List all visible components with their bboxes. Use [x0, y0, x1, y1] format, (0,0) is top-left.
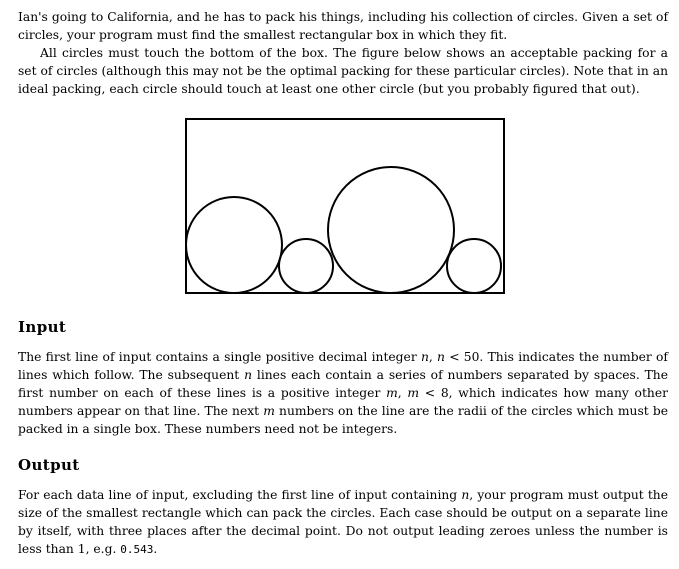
circle-packing-figure [185, 118, 507, 296]
circle-1 [186, 197, 282, 293]
intro-section [18, 8, 668, 98]
circle-4 [447, 239, 501, 293]
output-section [18, 486, 668, 559]
output-heading: Output [18, 456, 80, 474]
input-paragraph: The first line of input contains a single positive decimal integer n, n < 50. This indicates the number of lines which follow. The subsequent n lines each contain a series of numbers separated by spaces. The first number on each of these lines is a positive integer m, m < 8, which indicates how many other numbers appear on that line. The next m numbers on the line are the radii of the circles which must be packed in a single box. These numbers need not be integers. [18, 350, 668, 436]
input-heading: Input [18, 318, 67, 336]
intro-paragraph-2: All circles must touch the bottom of the box. The figure below shows an acceptable packing for a set of circles (although this may not be the optimal packing for these particular circles). Note that in an ideal packing, each circle should touch at least one other circle (but you probably figured that out). [18, 46, 668, 96]
output-paragraph: For each data line of input, excluding the first line of input containing n, your program must output the size of the smallest rectangle which can pack the circles. Each case should be output on a separate line by itself, with three places after the decimal point. Do not output leading zeroes unless the number is less than 1, e.g. 0.543. [18, 488, 668, 556]
example-value: 0.543 [120, 543, 154, 556]
circle-2 [279, 239, 333, 293]
intro-paragraph-1: Ian's going to California, and he has to pack his things, including his collection of circles. Given a set of circles, your program must find the smallest rectangular box in which they fit. [18, 10, 668, 42]
input-section [18, 348, 668, 438]
circle-3 [328, 167, 454, 293]
packing-box [186, 119, 504, 293]
